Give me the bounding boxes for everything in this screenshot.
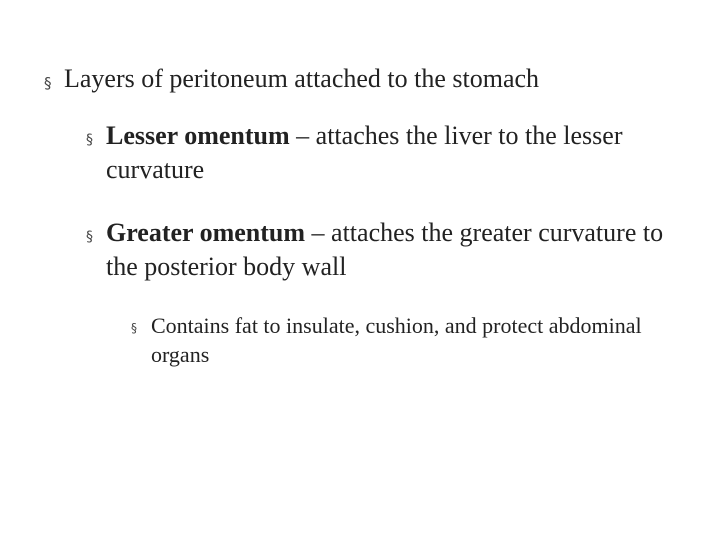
bullet-text: Layers of peritoneum attached to the stomach xyxy=(64,64,540,93)
term-lesser-omentum: Lesser omentum xyxy=(106,121,290,150)
bullet-item-layers-of-peritoneum xyxy=(44,62,694,100)
definition-lesser-omentum: – attaches the liver to the lesser curvature xyxy=(106,121,623,184)
bullet-item-contains-fat xyxy=(131,311,671,369)
square-bullet-icon: § xyxy=(86,229,93,245)
bullet-text: Contains fat to insulate, cushion, and protect abdominal organs xyxy=(151,313,642,367)
square-bullet-icon: § xyxy=(131,321,137,335)
definition-greater-omentum: – attaches the greater curvature to the posterior body wall xyxy=(106,218,664,281)
bullet-text xyxy=(106,216,686,284)
term-greater-omentum: Greater omentum xyxy=(106,218,306,247)
square-bullet-icon: § xyxy=(86,132,93,148)
bullet-item-lesser-omentum xyxy=(86,119,686,187)
bullet-text xyxy=(106,119,686,187)
bullet-item-greater-omentum xyxy=(86,216,686,284)
square-bullet-icon: § xyxy=(44,74,52,92)
